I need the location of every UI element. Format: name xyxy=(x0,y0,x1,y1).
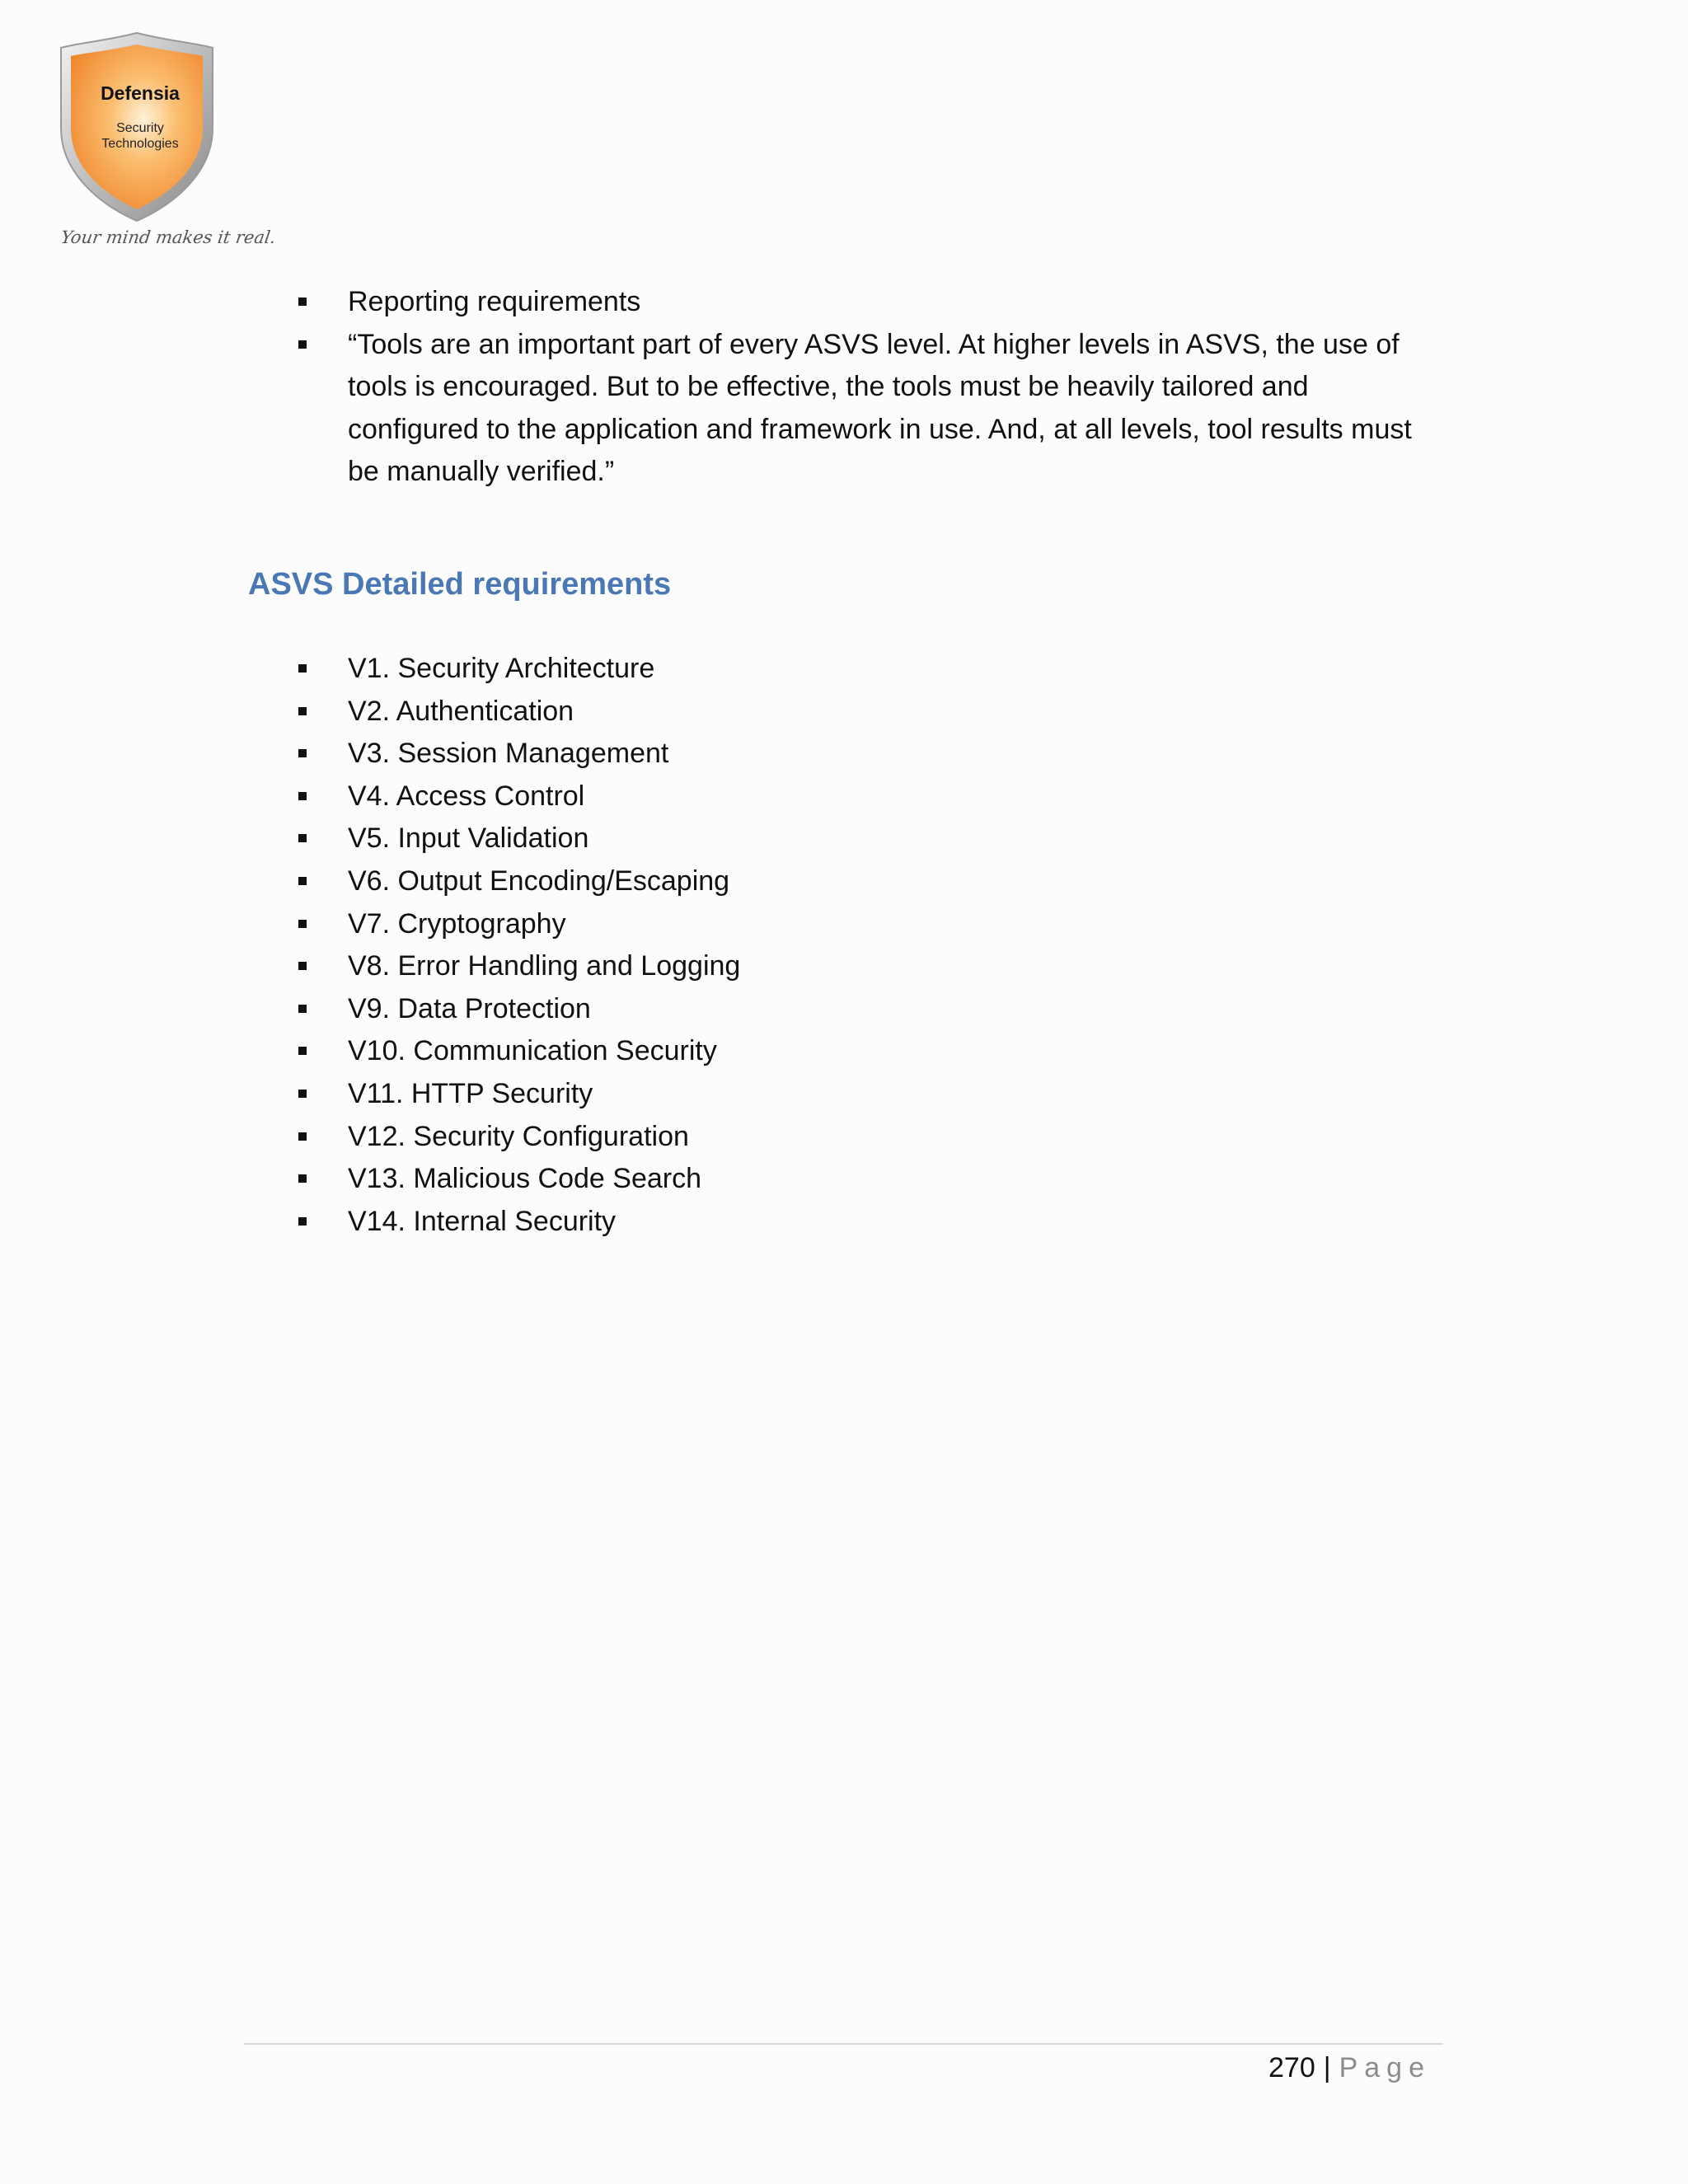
square-bullet-icon xyxy=(298,1217,307,1226)
square-bullet-icon xyxy=(298,1174,307,1183)
square-bullet-icon xyxy=(298,749,307,757)
square-bullet-icon xyxy=(298,1047,307,1055)
list-item xyxy=(298,945,1436,988)
square-bullet-icon xyxy=(298,340,307,349)
list-item-text: V10. Communication Security xyxy=(348,1035,717,1067)
logo-subtitle-line2: Technologies xyxy=(101,137,179,151)
square-bullet-icon xyxy=(298,298,307,306)
section-heading: ASVS Detailed requirements xyxy=(248,567,672,602)
list-item xyxy=(298,860,1436,903)
list-item-text: V4. Access Control xyxy=(348,780,585,812)
list-item xyxy=(298,1201,1436,1244)
square-bullet-icon xyxy=(298,792,307,800)
list-item xyxy=(298,818,1436,860)
square-bullet-icon xyxy=(298,962,307,970)
square-bullet-icon xyxy=(298,1090,307,1098)
list-item xyxy=(298,1158,1436,1201)
list-item xyxy=(298,776,1436,818)
intro-bullet-list xyxy=(298,281,1436,494)
page-footer xyxy=(1268,2047,1431,2088)
list-item xyxy=(298,988,1436,1031)
list-item-text: V1. Security Architecture xyxy=(348,653,655,684)
list-item-text: V13. Malicious Code Search xyxy=(348,1163,702,1195)
list-item xyxy=(298,324,1436,494)
logo-subtitle-line1: Security xyxy=(116,121,164,135)
list-item xyxy=(298,1116,1436,1159)
requirements-list xyxy=(298,648,1436,1243)
list-item xyxy=(298,903,1436,946)
list-item-text: V3. Session Management xyxy=(348,738,669,770)
list-item-text: V5. Input Validation xyxy=(348,823,589,855)
list-item xyxy=(298,691,1436,733)
logo-subtitle xyxy=(66,120,214,152)
square-bullet-icon xyxy=(298,920,307,928)
list-item-text: V14. Internal Security xyxy=(348,1205,617,1237)
list-item-text: “Tools are an important part of every ASVS level. At higher levels in ASVS, the use of tools is encouraged. But to be effective, the tools must be heavily tailored and configured to the application and framework in use. And, at all levels, tool results must be manually verified.” xyxy=(348,328,1412,488)
list-item-text: V11. HTTP Security xyxy=(348,1077,593,1109)
list-item-text: V6. Output Encoding/Escaping xyxy=(348,865,730,897)
square-bullet-icon xyxy=(298,1005,307,1013)
company-logo xyxy=(54,30,278,257)
list-item-text: V2. Authentication xyxy=(348,695,574,727)
square-bullet-icon xyxy=(298,664,307,673)
square-bullet-icon xyxy=(298,877,307,885)
logo-tagline: Your mind makes it real. xyxy=(59,227,278,247)
square-bullet-icon xyxy=(298,834,307,842)
page-number: 270 xyxy=(1268,2052,1315,2083)
list-item xyxy=(298,1030,1436,1073)
list-item-text: V8. Error Handling and Logging xyxy=(348,950,741,982)
list-item-text: V12. Security Configuration xyxy=(348,1120,689,1152)
list-item-text: Reporting requirements xyxy=(348,286,641,317)
square-bullet-icon xyxy=(298,1132,307,1141)
footer-divider xyxy=(244,2043,1443,2045)
list-item-text: V7. Cryptography xyxy=(348,907,566,940)
list-item-text: V9. Data Protection xyxy=(348,992,591,1024)
list-item xyxy=(298,281,1436,324)
logo-name: Defensia xyxy=(101,82,180,104)
list-item xyxy=(298,733,1436,776)
page-label: Page xyxy=(1339,2052,1431,2083)
footer-separator: | xyxy=(1323,2052,1331,2083)
list-item xyxy=(298,1073,1436,1116)
square-bullet-icon xyxy=(298,707,307,715)
list-item xyxy=(298,648,1436,691)
